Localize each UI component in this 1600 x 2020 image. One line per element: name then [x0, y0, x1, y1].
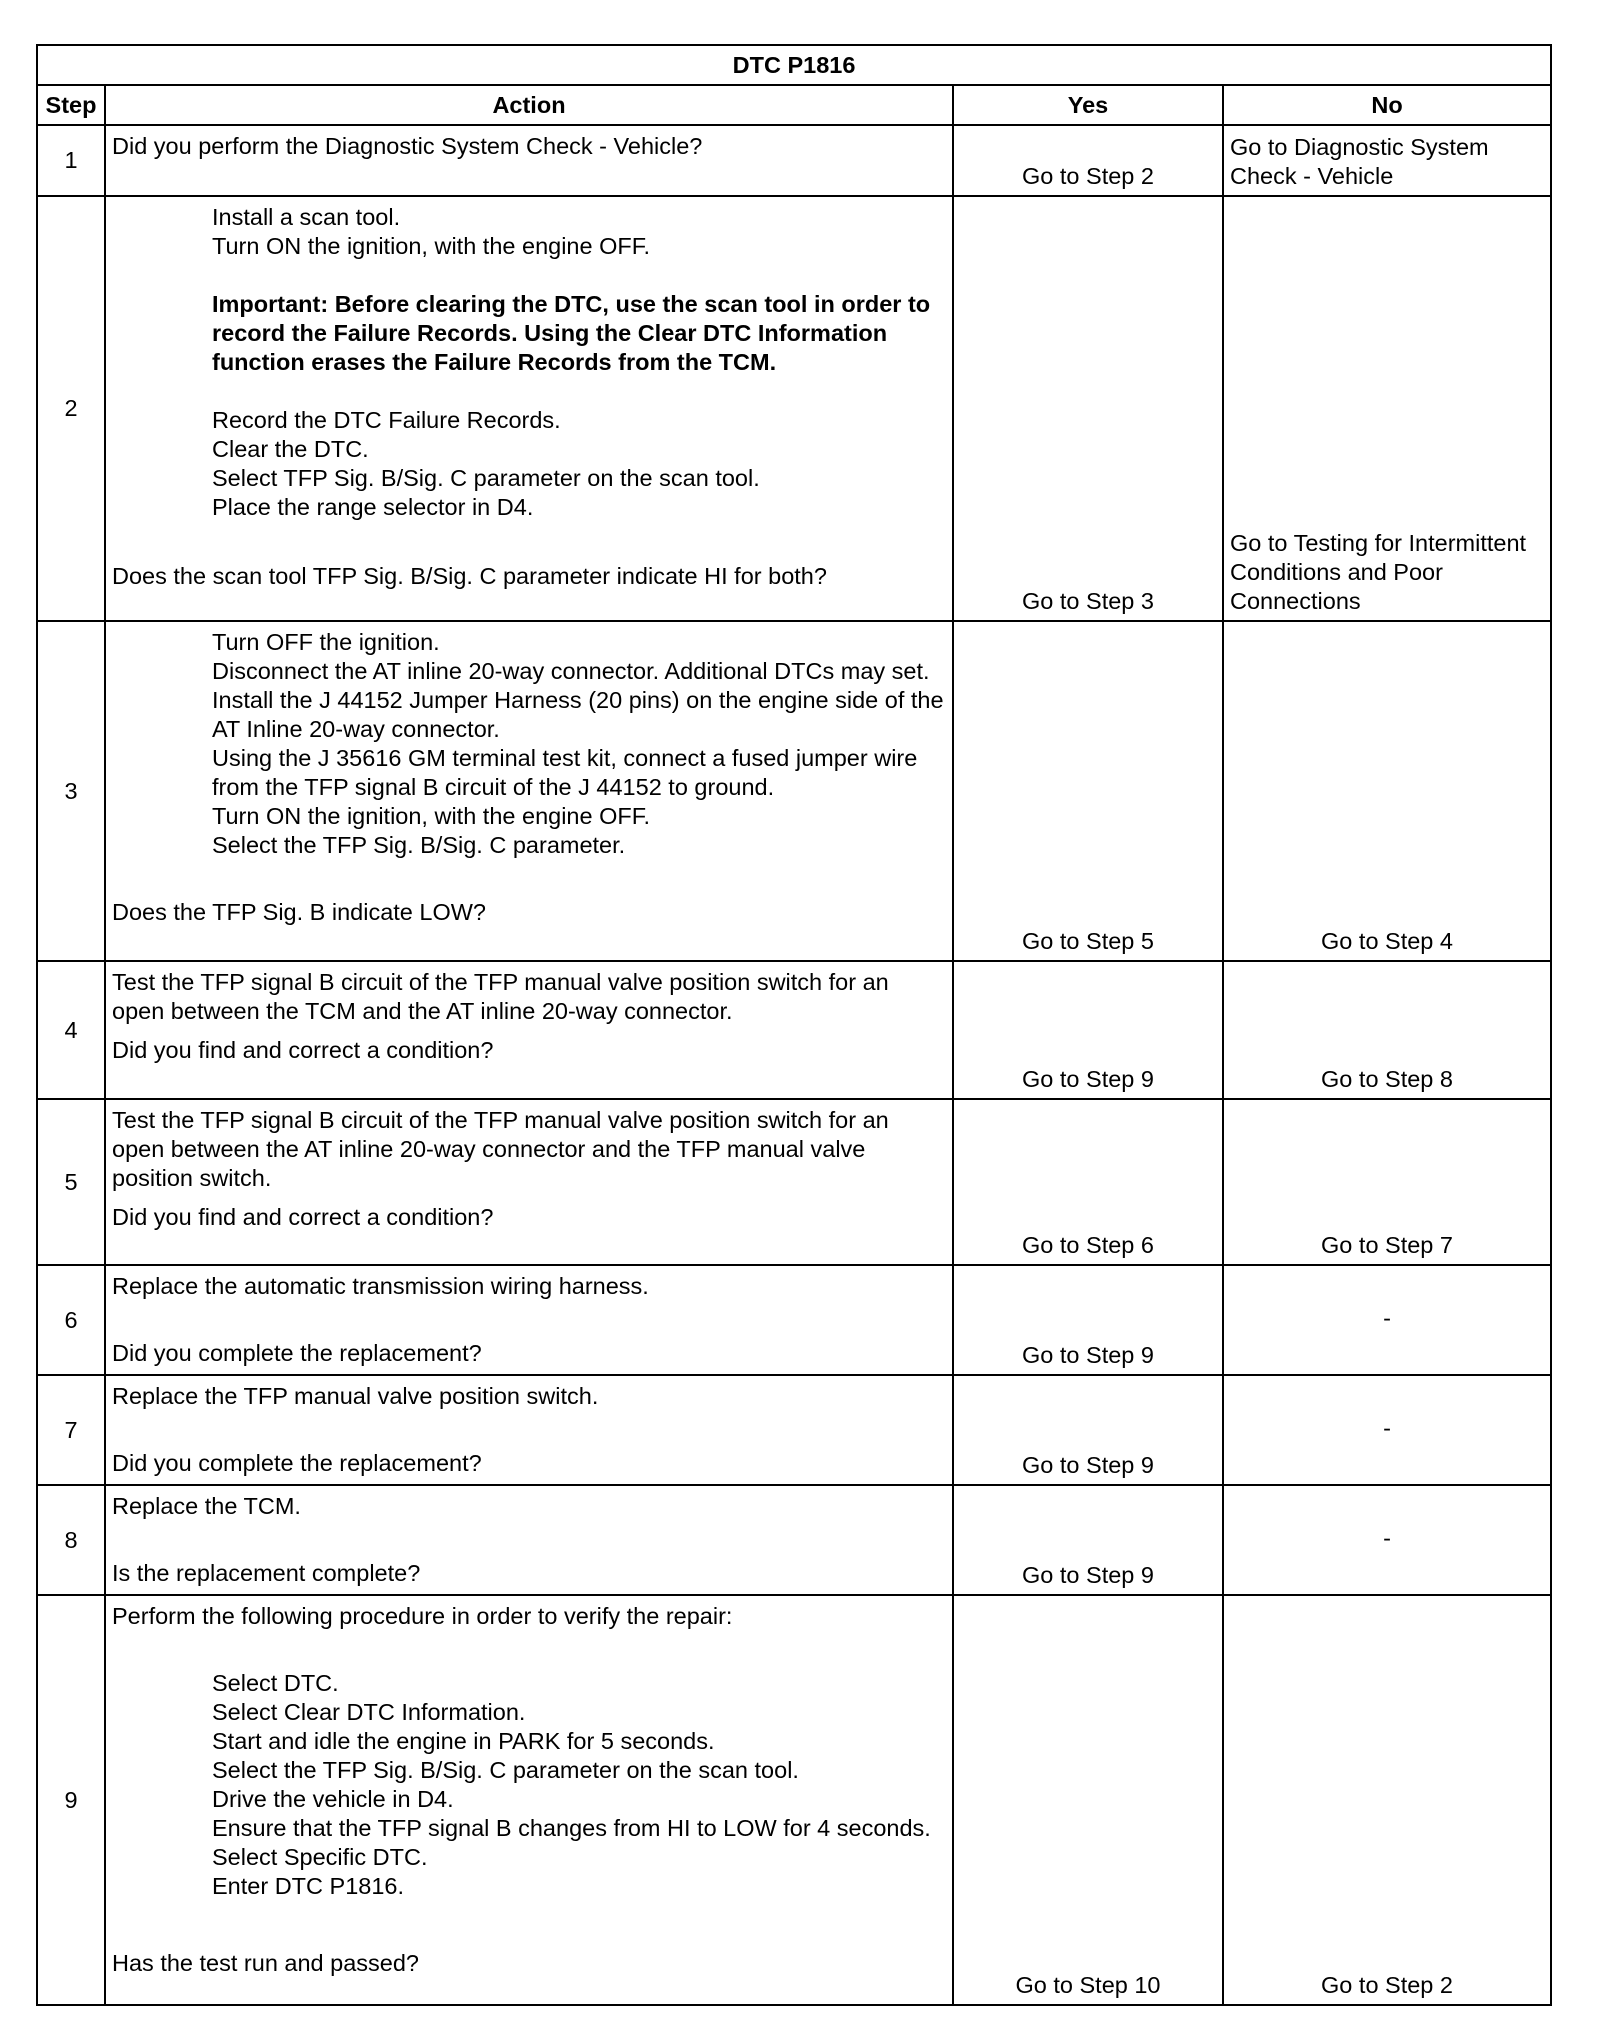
yes-cell: Go to Step 5: [953, 621, 1223, 961]
yes-cell: Go to Step 2: [953, 125, 1223, 196]
action-text: Did you perform the Diagnostic System Check - Vehicle?: [112, 133, 703, 159]
substep: Record the DTC Failure Records.: [212, 407, 561, 433]
substep: Clear the DTC.: [212, 436, 369, 462]
yes-cell: Go to Step 9: [953, 1375, 1223, 1485]
dtc-table: [36, 44, 1552, 2006]
step-number: 2: [37, 196, 105, 621]
step-number: 8: [37, 1485, 105, 1595]
step-number: 7: [37, 1375, 105, 1485]
no-cell: Go to Step 2: [1223, 1595, 1551, 2005]
question-text: Does the TFP Sig. B indicate LOW?: [112, 899, 487, 925]
question-text: Is the replacement complete?: [112, 1560, 421, 1586]
table-row: [37, 1485, 1551, 1595]
no-cell: Go to Diagnostic System Check - Vehicle: [1223, 125, 1551, 196]
substep: Install a scan tool.: [212, 204, 401, 230]
action-cell: [105, 125, 953, 196]
substep: Select the TFP Sig. B/Sig. C parameter on the scan tool.: [212, 1757, 799, 1783]
substep: Ensure that the TFP signal B changes from HI to LOW for 4 seconds.: [212, 1815, 931, 1841]
table-title: DTC P1816: [37, 45, 1551, 85]
no-cell: -: [1223, 1375, 1551, 1485]
important-note: Important: Before clearing the DTC, use the scan tool in order to record the Failure Records. Using the Clear DTC Information function erases the Failure Records from the TCM.: [212, 291, 931, 375]
substep: Select DTC.: [212, 1670, 339, 1696]
no-cell: Go to Step 8: [1223, 961, 1551, 1099]
substep: Place the range selector in D4.: [212, 494, 534, 520]
substep: Select TFP Sig. B/Sig. C parameter on the scan tool.: [212, 465, 760, 491]
question-text: Did you find and correct a condition?: [112, 1204, 494, 1230]
action-cell: [105, 1595, 953, 2005]
table-row: [37, 961, 1551, 1099]
yes-cell: Go to Step 10: [953, 1595, 1223, 2005]
action-cell: [105, 1265, 953, 1375]
question-text: Did you complete the replacement?: [112, 1340, 482, 1366]
header-step: Step: [37, 85, 105, 125]
action-cell: [105, 961, 953, 1099]
dtc-document: [36, 44, 1550, 2006]
step-number: 6: [37, 1265, 105, 1375]
substep: Turn ON the ignition, with the engine OFF.: [212, 233, 651, 259]
substep: Using the J 35616 GM terminal test kit, connect a fused jumper wire from the TFP signal B circuit of the J 44152 to ground.: [212, 745, 918, 800]
header-action: Action: [105, 85, 953, 125]
yes-cell: Go to Step 9: [953, 1265, 1223, 1375]
table-row: [37, 621, 1551, 961]
action-cell: [105, 196, 953, 621]
step-number: 5: [37, 1099, 105, 1265]
substep: Select Specific DTC.: [212, 1844, 428, 1870]
table-row: [37, 1375, 1551, 1485]
substep: Disconnect the AT inline 20-way connector. Additional DTCs may set.: [212, 658, 930, 684]
question-text: Did you complete the replacement?: [112, 1450, 482, 1476]
table-row: [37, 1595, 1551, 2005]
step-number: 4: [37, 961, 105, 1099]
step-number: 1: [37, 125, 105, 196]
substep: Turn OFF the ignition.: [212, 629, 440, 655]
no-cell: -: [1223, 1265, 1551, 1375]
substep: Drive the vehicle in D4.: [212, 1786, 454, 1812]
action-text: Perform the following procedure in order to verify the repair:: [112, 1603, 733, 1629]
action-text: Replace the automatic transmission wiring harness.: [112, 1273, 649, 1299]
table-row: [37, 1099, 1551, 1265]
yes-cell: Go to Step 9: [953, 961, 1223, 1099]
question-text: Does the scan tool TFP Sig. B/Sig. C parameter indicate HI for both?: [112, 563, 827, 589]
action-cell: [105, 1099, 953, 1265]
action-text: Replace the TCM.: [112, 1493, 301, 1519]
header-yes: Yes: [953, 85, 1223, 125]
action-cell: [105, 1375, 953, 1485]
yes-cell: Go to Step 6: [953, 1099, 1223, 1265]
substep: Install the J 44152 Jumper Harness (20 pins) on the engine side of the AT Inline 20-way connector.: [212, 687, 944, 742]
substep: Turn ON the ignition, with the engine OFF.: [212, 803, 651, 829]
no-cell: Go to Testing for Intermittent Conditions and Poor Connections: [1223, 196, 1551, 621]
substep: Select Clear DTC Information.: [212, 1699, 526, 1725]
step-number: 3: [37, 621, 105, 961]
table-row: [37, 196, 1551, 621]
no-cell: Go to Step 4: [1223, 621, 1551, 961]
yes-cell: Go to Step 9: [953, 1485, 1223, 1595]
no-cell: Go to Step 7: [1223, 1099, 1551, 1265]
action-text: Replace the TFP manual valve position switch.: [112, 1383, 599, 1409]
substep: Enter DTC P1816.: [212, 1873, 405, 1899]
question-text: Has the test run and passed?: [112, 1950, 420, 1976]
header-no: No: [1223, 85, 1551, 125]
question-text: Did you find and correct a condition?: [112, 1037, 494, 1063]
substep: Select the TFP Sig. B/Sig. C parameter.: [212, 832, 626, 858]
step-number: 9: [37, 1595, 105, 2005]
substep: Start and idle the engine in PARK for 5 seconds.: [212, 1728, 715, 1754]
table-row: [37, 125, 1551, 196]
action-cell: [105, 621, 953, 961]
table-row: [37, 1265, 1551, 1375]
header-row: [37, 85, 1551, 125]
yes-cell: Go to Step 3: [953, 196, 1223, 621]
action-text: Test the TFP signal B circuit of the TFP manual valve position switch for an open between the TCM and the AT inline 20-way connector.: [112, 969, 889, 1024]
action-cell: [105, 1485, 953, 1595]
action-text: Test the TFP signal B circuit of the TFP manual valve position switch for an open between the AT inline 20-way connector and the TFP manual valve position switch.: [112, 1107, 889, 1191]
no-cell: -: [1223, 1485, 1551, 1595]
